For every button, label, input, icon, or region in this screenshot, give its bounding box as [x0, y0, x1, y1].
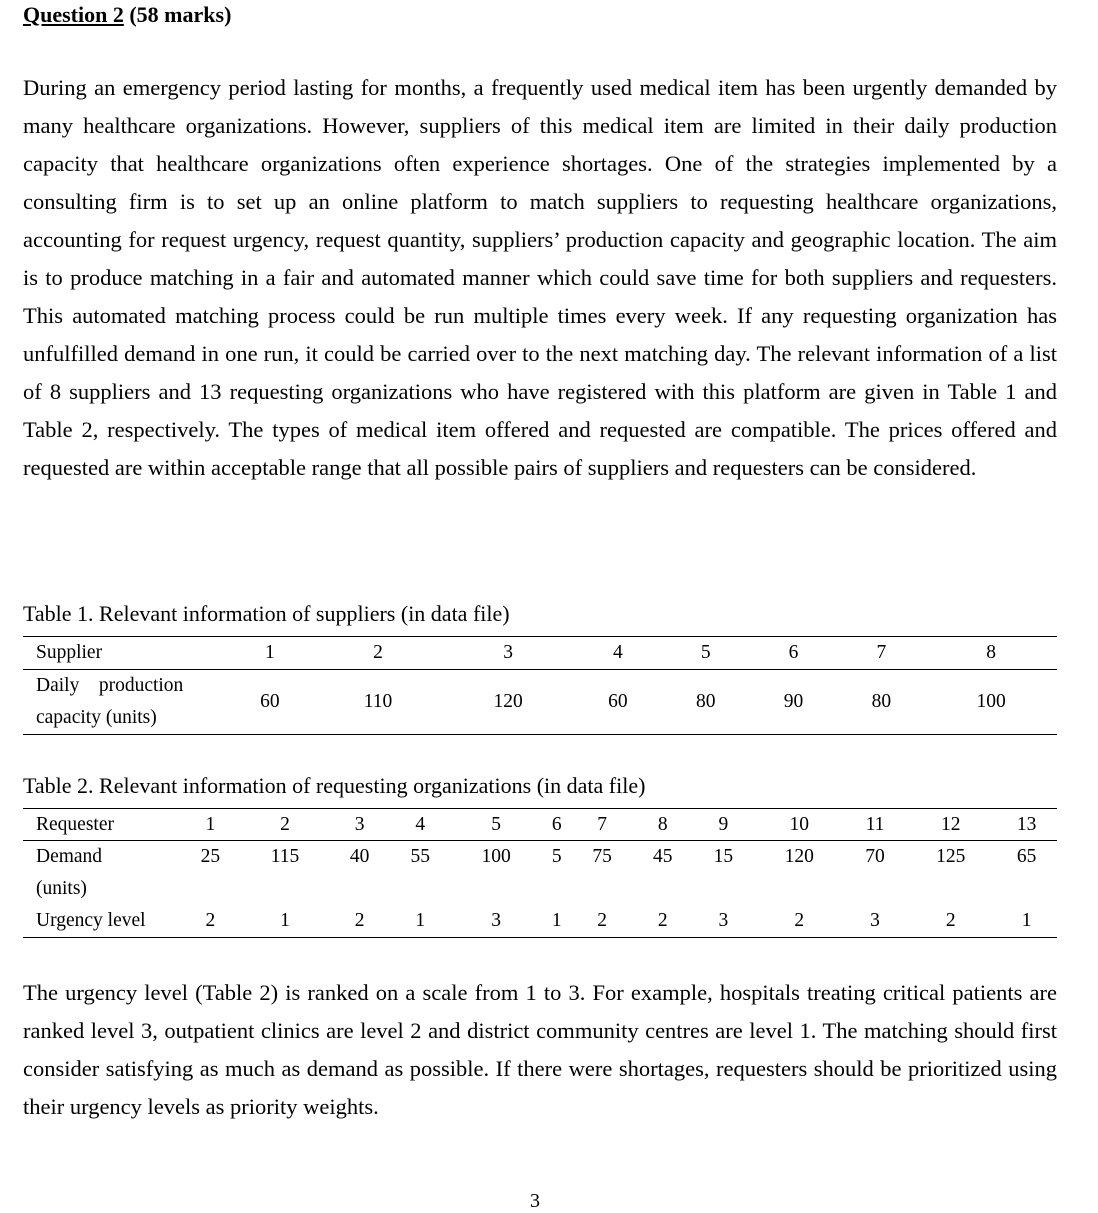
table2-caption: Table 2. Relevant information of requesting organizations (in data file) [23, 773, 646, 798]
capacity-row-label [23, 670, 226, 735]
table2-header-row [23, 809, 1057, 841]
requester-id: 13 [996, 809, 1057, 841]
table1-caption: Table 1. Relevant information of suppliers (in data file) [23, 601, 510, 626]
requester-id: 6 [542, 809, 572, 841]
table1-capacity-row [23, 670, 1057, 735]
demand-value: 65 [1016, 846, 1037, 867]
capacity-value: 100 [925, 670, 1057, 735]
requester-id: 4 [390, 809, 451, 841]
requester-id: 1 [180, 809, 241, 841]
suppliers-table [23, 636, 1057, 735]
supplier-id: 8 [925, 637, 1057, 670]
supplier-id: 4 [574, 637, 662, 670]
page-number: 3 [530, 1190, 540, 1212]
intro-paragraph: During an emergency period lasting for months, a frequently used medical item has been urgently demanded by many healthcare organizations. However, suppliers of this medical item are limited in their daily production capacity that healthcare organizations often experience shortages. One of the strategies implemented by a consulting firm is to set up an online platform to match suppliers to requesting healthcare organizations, accounting for request urgency, request quantity, suppliers’ production capacity and geographic location. The aim is to produce matching in a fair and automated manner which could save time for both suppliers and requesters. This automated matching process could be run multiple times every week. If any requesting organization has unfulfilled demand in one run, it could be carried over to the next matching day. The relevant information of a list of 8 suppliers and 13 requesting organizations who have registered with this platform are given in Table 1 and Table 2, respectively. The types of medical item offered and requested are compatible. The prices offered and requested are within acceptable range that all possible pairs of suppliers and requesters can be considered. [23, 75, 1057, 480]
urgency-value: 2 [572, 905, 633, 938]
urgency-value: 1 [241, 905, 330, 938]
requester-id: 12 [905, 809, 996, 841]
demand-value: 70 [865, 846, 885, 867]
capacity-value: 80 [662, 670, 750, 735]
demand-value: 45 [653, 846, 673, 867]
requester-id: 9 [693, 809, 754, 841]
urgency-paragraph: The urgency level (Table 2) is ranked on a scale from 1 to 3. For example, hospitals treating critical patients are ranked level 3, outpatient clinics are level 2 and district community centres are level 1. The matching should first consider satisfying as much as demand as possible. If there were shortages, requesters should be prioritized using their urgency levels as priority weights. [23, 980, 1057, 1119]
supplier-id: 7 [837, 637, 925, 670]
supplier-id: 3 [442, 637, 574, 670]
urgency-value: 2 [905, 905, 996, 938]
supplier-id: 6 [750, 637, 838, 670]
urgency-value: 2 [632, 905, 693, 938]
capacity-label-line1: Daily production [36, 675, 184, 696]
demand-value: 115 [270, 846, 300, 867]
demand-label-line2: (units) [36, 878, 87, 899]
table2-header-label: Requester [23, 809, 180, 841]
demand-value: 15 [713, 846, 734, 867]
requester-id: 2 [241, 809, 330, 841]
demand-value: 25 [200, 846, 221, 867]
urgency-value: 3 [845, 905, 906, 938]
supplier-id: 1 [226, 637, 314, 670]
requester-id: 8 [632, 809, 693, 841]
demand-value: 5 [551, 846, 562, 867]
table2-urgency-row [23, 905, 1057, 938]
supplier-id: 2 [314, 637, 442, 670]
requester-id: 5 [451, 809, 542, 841]
urgency-value: 1 [390, 905, 451, 938]
requester-id: 10 [754, 809, 845, 841]
urgency-value: 2 [329, 905, 390, 938]
capacity-value: 110 [314, 670, 442, 735]
requester-id: 3 [329, 809, 390, 841]
urgency-value: 3 [693, 905, 754, 938]
capacity-label-line2: capacity (units) [36, 707, 157, 728]
demand-label-line1: Demand [36, 846, 103, 867]
demand-value: 40 [349, 846, 370, 867]
table1-header-label: Supplier [23, 637, 226, 670]
demand-value: 55 [410, 846, 431, 867]
demand-row-label [23, 841, 180, 906]
demand-value: 125 [936, 846, 966, 867]
capacity-value: 120 [442, 670, 574, 735]
table1-header-row [23, 637, 1057, 670]
demand-value: 100 [481, 846, 511, 867]
question-heading [23, 2, 231, 28]
urgency-value: 3 [451, 905, 542, 938]
urgency-row-label: Urgency level [23, 905, 180, 938]
urgency-value: 1 [996, 905, 1057, 938]
demand-value: 75 [592, 846, 612, 867]
urgency-value: 2 [754, 905, 845, 938]
capacity-value: 80 [837, 670, 925, 735]
requester-id: 11 [845, 809, 906, 841]
table2-demand-row [23, 841, 1057, 906]
capacity-value: 60 [226, 670, 314, 735]
capacity-value: 90 [750, 670, 838, 735]
requesters-table [23, 808, 1057, 938]
urgency-value: 2 [180, 905, 241, 938]
demand-value: 120 [784, 846, 814, 867]
question-marks: (58 marks) [129, 2, 232, 27]
requester-id: 7 [572, 809, 633, 841]
capacity-value: 60 [574, 670, 662, 735]
supplier-id: 5 [662, 637, 750, 670]
question-title: Question 2 [23, 2, 124, 27]
urgency-value: 1 [542, 905, 572, 938]
